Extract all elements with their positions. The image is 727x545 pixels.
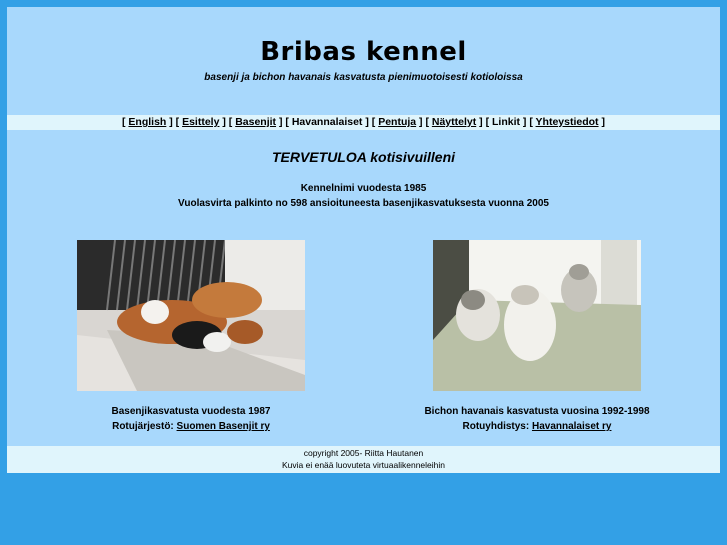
havanais-photo (433, 240, 641, 391)
basenji-association (41, 419, 341, 434)
basenji-caption (41, 404, 341, 434)
header (7, 7, 720, 115)
nav-bar: [ English ] [ Esittely ] [ Basenjit ] [ Havannalaiset ] [ Pentuja ] [ Näyttelyt ] [ Linkit ] [ Yhteystiedot ] (7, 115, 720, 130)
nav-link-nayttelyt[interactable]: Näyttelyt (431, 116, 477, 128)
site-subtitle: basenji ja bichon havanais kasvatusta pienimuotoisesti kotioloissa (204, 72, 523, 83)
basenji-column (41, 240, 341, 434)
nav-link-english[interactable]: English (128, 116, 167, 128)
site-title: Bribas kennel (260, 37, 467, 67)
havanais-association (387, 419, 687, 434)
nav-item-havannalaiset: Havannalaiset (291, 116, 363, 128)
image-notice-text: Kuvia ei enää luovuteta virtuaalikenneleihin (281, 460, 446, 470)
havanais-caption-text: Bichon havanais kasvatusta vuosina 1992-1998 (424, 406, 650, 417)
photo-section (7, 240, 720, 430)
page-frame (7, 7, 720, 472)
nav-link-esittely[interactable]: Esittely (182, 116, 220, 128)
havanais-caption (387, 404, 687, 434)
havannalaiset-link[interactable]: Havannalaiset ry (531, 421, 612, 432)
nav-item-linkit: Linkit (491, 116, 520, 128)
suomen-basenjit-link[interactable]: Suomen Basenjit ry (176, 421, 270, 432)
nav-link-yhteystiedot[interactable]: Yhteystiedot (535, 116, 599, 128)
basenji-association-label: Rotujärjestö: (112, 421, 177, 432)
havanais-association-label: Rotuyhdistys: (462, 421, 532, 432)
kennel-since-text: Kennelnimi vuodesta 1985 (300, 183, 427, 194)
nav-link-pentuja[interactable]: Pentuja (378, 116, 417, 128)
award-text: Vuolasvirta palkinto no 598 ansioituneesta basenjikasvatuksesta vuonna 2005 (178, 198, 549, 209)
basenji-photo (77, 240, 305, 391)
havanais-column (387, 240, 687, 434)
welcome-heading: TERVETULOA kotisivuilleni (271, 149, 456, 165)
kennel-info (7, 183, 720, 209)
nav-link-basenjit[interactable]: Basenjit (235, 116, 277, 128)
basenji-caption-text: Basenjikasvatusta vuodesta 1987 (111, 406, 271, 417)
footer (7, 446, 720, 473)
copyright-text: copyright 2005- Riitta Hautanen (303, 448, 424, 458)
